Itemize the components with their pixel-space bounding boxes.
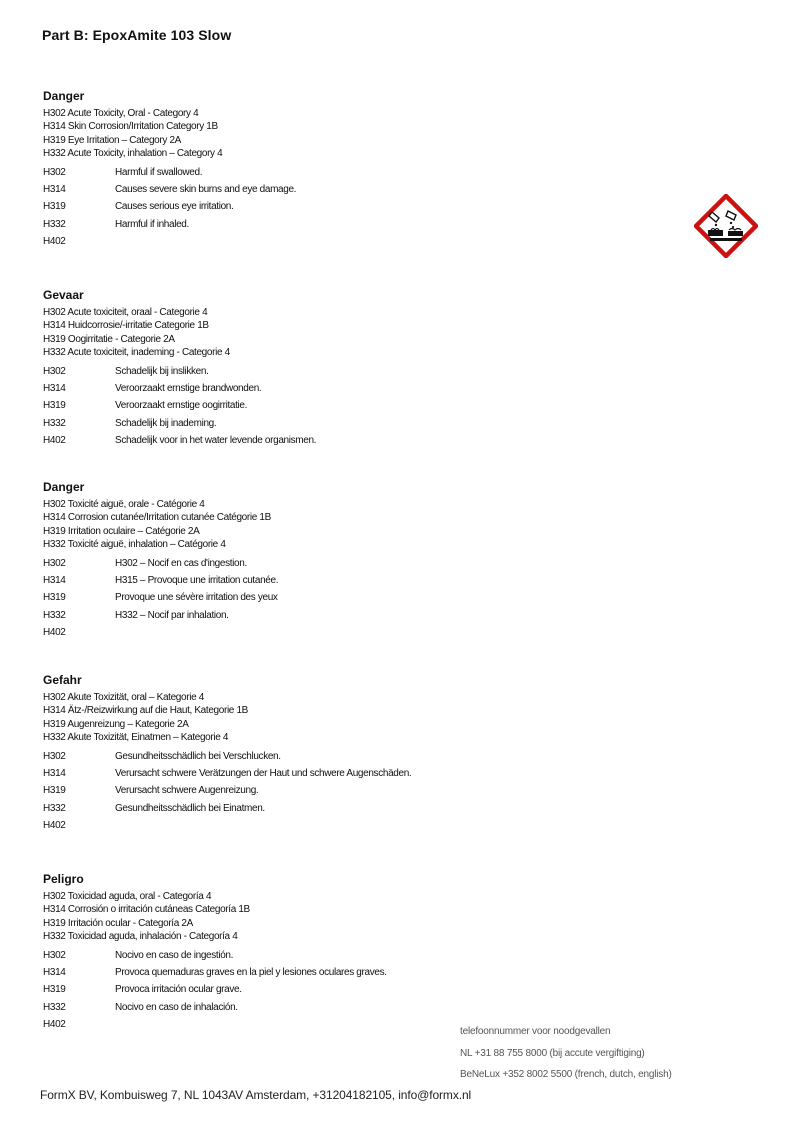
hazard-statement <box>43 572 683 589</box>
hazard-statement <box>43 765 683 782</box>
hazard-statement <box>43 981 683 998</box>
hazard-statement <box>43 415 683 432</box>
hazard-code: H402 <box>43 626 66 638</box>
hazard-code: H319 <box>43 400 66 412</box>
classification-item: H332 Akute Toxizität, Einatmen – Kategorie 4 <box>43 732 229 744</box>
hazard-statement <box>43 216 683 233</box>
hazard-code: H402 <box>43 235 66 247</box>
classification-item: H332 Toxicité aiguë, inhalation – Catégorie 4 <box>43 539 226 551</box>
hazard-code: H302 <box>43 166 66 178</box>
hazard-section-english <box>43 89 683 250</box>
hazard-code: H302 <box>43 949 66 961</box>
hazard-statement <box>43 800 683 817</box>
hazard-statement <box>43 589 683 606</box>
hazard-code: H332 <box>43 417 66 429</box>
hazard-text: Causes severe skin burns and eye damage. <box>115 183 297 195</box>
hazard-code: H402 <box>43 819 66 831</box>
emergency-phone-benelux: BeNeLux +352 8002 5500 (french, dutch, english) <box>460 1069 672 1080</box>
classification-list <box>43 306 683 360</box>
hazard-text: Harmful if inhaled. <box>115 218 189 230</box>
hazard-statement <box>43 748 683 765</box>
classification-item: H302 Akute Toxizität, oral – Kategorie 4 <box>43 692 204 703</box>
hazard-statement <box>43 817 683 834</box>
hazard-code: H402 <box>43 1018 66 1030</box>
hazard-text: Schadelijk bij inademing. <box>115 417 217 429</box>
hazard-statement-list <box>43 555 683 641</box>
emergency-contact <box>460 1026 672 1090</box>
hazard-text: Nocivo en caso de inhalación. <box>115 1001 238 1013</box>
hazard-code: H319 <box>43 592 66 604</box>
hazard-code: H314 <box>43 767 66 779</box>
signal-word: Gevaar <box>43 288 84 302</box>
emergency-label: telefoonnummer voor noodgevallen <box>460 1026 611 1037</box>
hazard-code: H332 <box>43 802 66 814</box>
classification-item: H319 Irritación ocular - Categoría 2A <box>43 917 193 929</box>
hazard-code: H319 <box>43 201 66 213</box>
hazard-statement <box>43 397 683 414</box>
hazard-code: H402 <box>43 434 66 446</box>
hazard-text: Veroorzaakt ernstige oogirritatie. <box>115 400 248 412</box>
hazard-text: Verursacht schwere Verätzungen der Haut und schwere Augenschäden. <box>115 767 412 779</box>
hazard-text: Schadelijk bij inslikken. <box>115 365 209 377</box>
page-title: Part B: EpoxAmite 103 Slow <box>42 27 232 43</box>
classification-item: H314 Huidcorrosie/-irritatie Categorie 1B <box>43 320 209 332</box>
classification-item: H302 Toxicité aiguë, orale - Catégorie 4 <box>43 499 205 510</box>
hazard-text: Causes serious eye irritation. <box>115 201 234 213</box>
hazard-code: H314 <box>43 966 66 978</box>
hazard-statement <box>43 607 683 624</box>
hazard-text <box>115 817 683 834</box>
hazard-text: Schadelijk voor in het water levende organismen. <box>115 434 317 446</box>
hazard-code: H332 <box>43 1001 66 1013</box>
hazard-statement-list <box>43 947 683 1033</box>
hazard-code: H302 <box>43 750 66 762</box>
ghs-corrosion-icon <box>694 194 758 258</box>
hazard-statement <box>43 432 683 449</box>
classification-item: H314 Skin Corrosion/Irritation Category 1B <box>43 121 218 133</box>
hazard-code: H314 <box>43 382 66 394</box>
hazard-text: Gesundheitsschädlich bei Einatmen. <box>115 802 265 814</box>
classification-item: H302 Toxicidad aguda, oral - Categoría 4 <box>43 891 212 902</box>
hazard-statement <box>43 198 683 215</box>
classification-list <box>43 498 683 552</box>
hazard-statement <box>43 380 683 397</box>
classification-item: H314 Corrosión o irritación cutáneas Categoría 1B <box>43 904 250 916</box>
hazard-section-german <box>43 673 683 834</box>
hazard-statement <box>43 555 683 572</box>
hazard-text: Gesundheitsschädlich bei Verschlucken. <box>115 750 281 762</box>
hazard-code: H302 <box>43 365 66 377</box>
hazard-text: Verursacht schwere Augenreizung. <box>115 785 259 797</box>
classification-item: H319 Augenreizung – Kategorie 2A <box>43 718 189 730</box>
hazard-statement <box>43 181 683 198</box>
hazard-text: Provoca quemaduras graves en la piel y lesiones oculares graves. <box>115 966 387 978</box>
hazard-statement <box>43 363 683 380</box>
signal-word: Gefahr <box>43 673 82 687</box>
classification-item: H332 Acute toxiciteit, inademing - Categorie 4 <box>43 347 230 359</box>
hazard-statement <box>43 233 683 250</box>
hazard-code: H319 <box>43 984 66 996</box>
hazard-statement <box>43 964 683 981</box>
classification-list <box>43 890 683 944</box>
company-footer: FormX BV, Kombuisweg 7, NL 1043AV Amsterdam, +31204182105, info@formx.nl <box>40 1088 472 1102</box>
hazard-code: H314 <box>43 574 66 586</box>
classification-item: H319 Eye Irritation – Category 2A <box>43 134 181 146</box>
classification-item: H332 Acute Toxicity, inhalation – Category 4 <box>43 148 223 160</box>
hazard-statement-list <box>43 748 683 834</box>
hazard-code: H302 <box>43 557 66 569</box>
hazard-text: Provoque une sévère irritation des yeux <box>115 592 278 604</box>
hazard-statement <box>43 624 683 641</box>
classification-list <box>43 107 683 161</box>
hazard-statement <box>43 999 683 1016</box>
hazard-statement <box>43 782 683 799</box>
hazard-section-spanish <box>43 872 683 1033</box>
classification-item: H332 Toxicidad aguda, inhalación - Categoría 4 <box>43 931 238 943</box>
signal-word: Danger <box>43 89 85 103</box>
hazard-text: Veroorzaakt ernstige brandwonden. <box>115 382 262 394</box>
hazard-statement <box>43 164 683 181</box>
hazard-section-french <box>43 480 683 641</box>
hazard-code: H332 <box>43 218 66 230</box>
hazard-section-dutch <box>43 288 683 449</box>
classification-item: H319 Oogirritatie - Categorie 2A <box>43 333 175 345</box>
classification-list <box>43 691 683 745</box>
hazard-code: H332 <box>43 609 66 621</box>
hazard-statement-list <box>43 164 683 250</box>
emergency-phone-nl: NL +31 88 755 8000 (bij accute vergiftiging) <box>460 1048 645 1059</box>
hazard-text: Provoca irritación ocular grave. <box>115 984 242 996</box>
hazard-statement <box>43 947 683 964</box>
classification-item: H302 Acute toxiciteit, oraal - Categorie 4 <box>43 307 208 318</box>
hazard-text: Harmful if swallowed. <box>115 166 203 178</box>
hazard-text <box>115 233 683 250</box>
hazard-text: H302 – Nocif en cas d'ingestion. <box>115 557 247 569</box>
hazard-text <box>115 624 683 641</box>
hazard-code: H314 <box>43 183 66 195</box>
classification-item: H319 Irritation oculaire – Catégorie 2A <box>43 525 200 537</box>
hazard-text: H315 – Provoque une irritation cutanée. <box>115 574 279 586</box>
hazard-code: H319 <box>43 785 66 797</box>
signal-word: Danger <box>43 480 85 494</box>
hazard-text: H332 – Nocif par inhalation. <box>115 609 229 621</box>
hazard-text: Nocivo en caso de ingestión. <box>115 949 234 961</box>
classification-item: H314 Ätz-/Reizwirkung auf die Haut, Kategorie 1B <box>43 705 248 717</box>
classification-item: H302 Acute Toxicity, Oral - Category 4 <box>43 108 199 119</box>
classification-item: H314 Corrosion cutanée/Irritation cutanée Catégorie 1B <box>43 512 271 524</box>
hazard-statement-list <box>43 363 683 449</box>
signal-word: Peligro <box>43 872 84 886</box>
